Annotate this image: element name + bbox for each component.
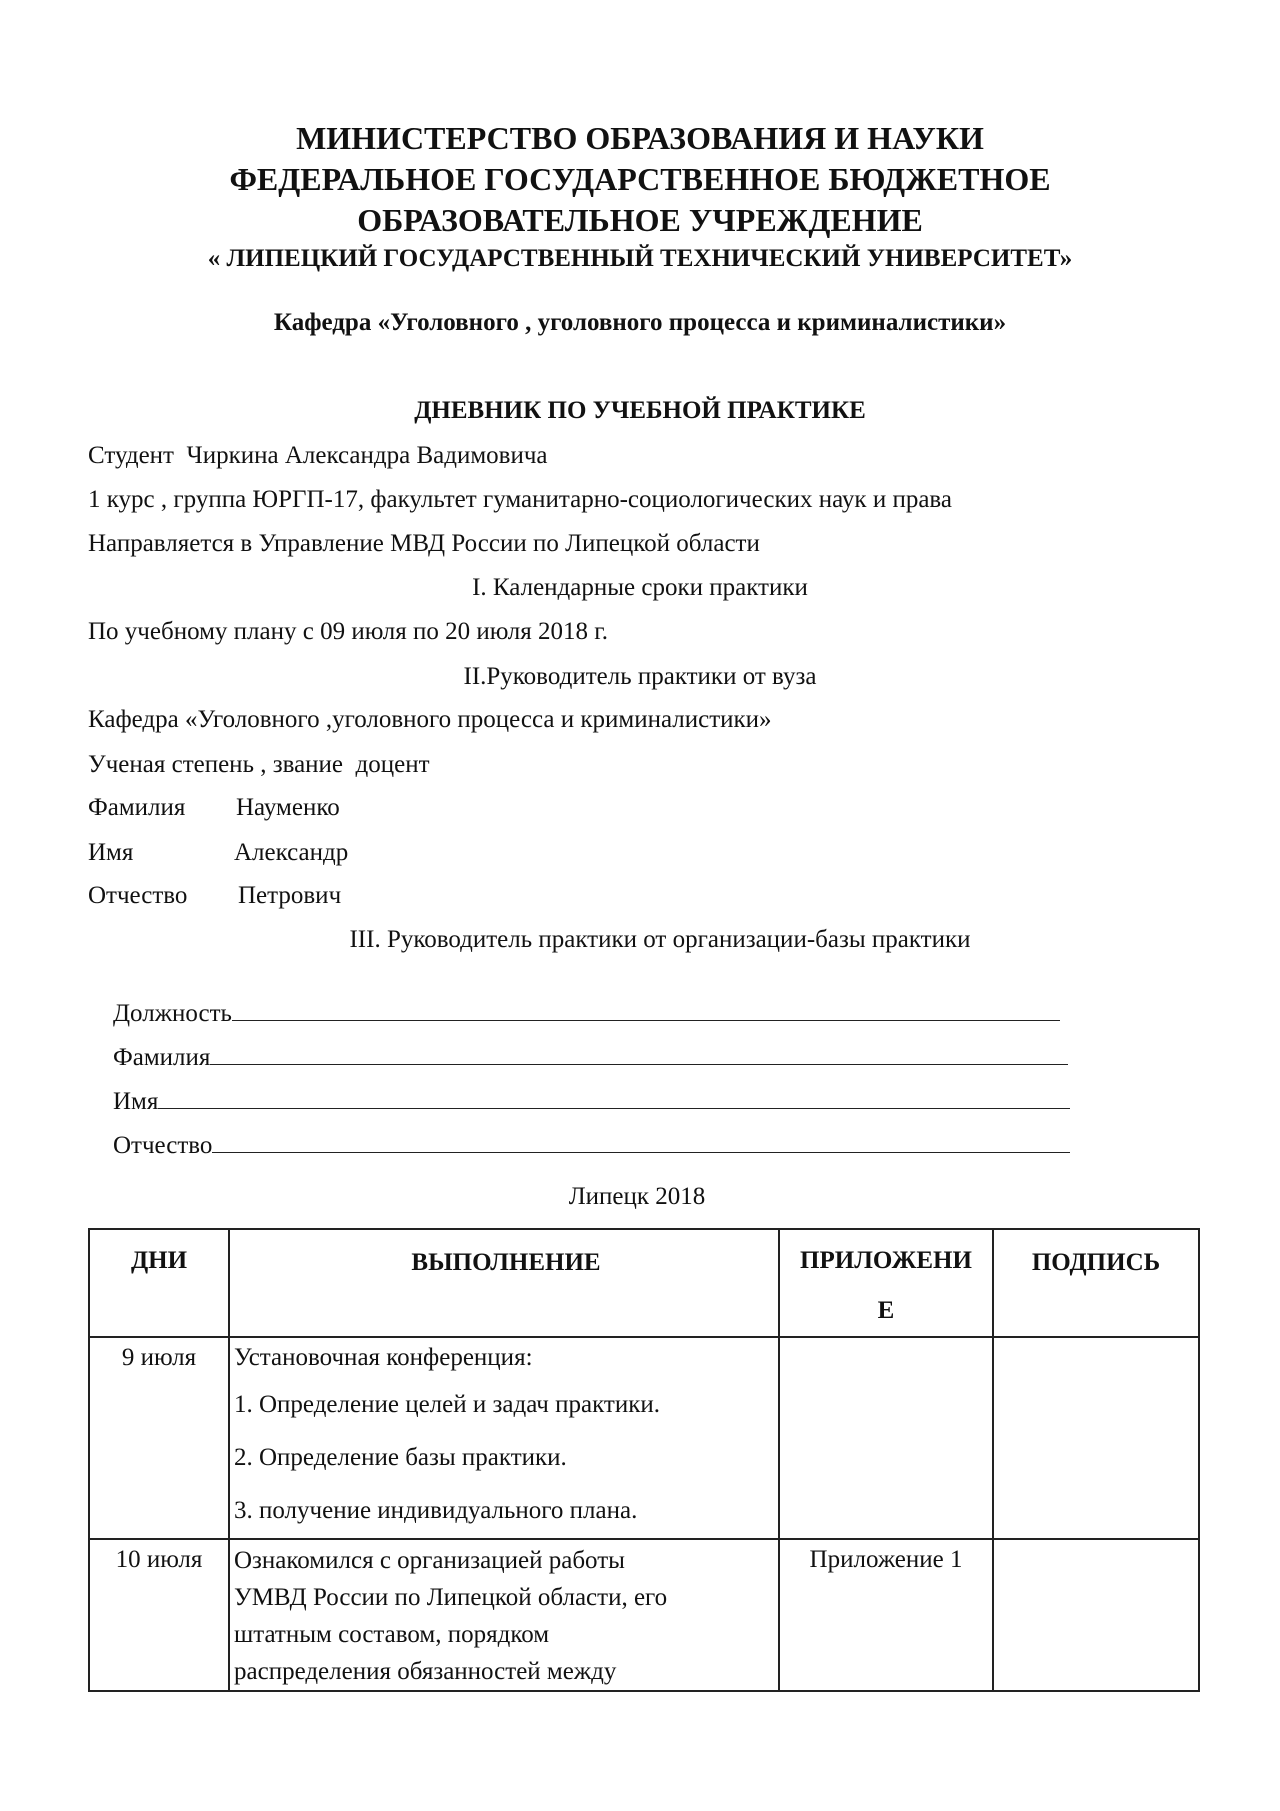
section2-name-value: Александр [234,839,349,866]
section2-name-label: Имя [88,839,134,866]
place-year [0,1183,1280,1211]
section2-surname-value: Науменко [236,794,340,821]
header-department: Кафедра «Уголовного , уголовного процесса и криминалистики» [273,309,1007,336]
row-day [89,1337,229,1539]
execution-line: УМВД России по Липецкой области, его [234,1584,668,1611]
table-row [89,1539,1199,1691]
header-line-federal: ФЕДЕРАЛЬНОЕ ГОСУДАРСТВЕННОЕ БЮДЖЕТНОЕ [229,161,1051,197]
execution-line: Установочная конференция: [234,1344,533,1371]
section2-heading: II.Руководитель практики от вуза [463,663,817,690]
section2-degree: Ученая степень , звание доцент [88,751,430,778]
row-signature[interactable] [993,1539,1199,1691]
table-row [89,1337,1199,1539]
row-execution [229,1337,779,1539]
patronymic-blank-line[interactable] [212,1130,1070,1153]
section2-department: Кафедра «Уголовного ,уголовного процесса и криминалистики» [88,706,772,733]
header-days-text: ДНИ [130,1247,188,1274]
header-line-ministry: МИНИСТЕРСТВО ОБРАЗОВАНИЯ И НАУКИ [296,120,984,156]
header-appendix-line1: ПРИЛОЖЕНИ [800,1247,972,1274]
section2-patronymic-label: Отчество [88,882,188,909]
field-label: Имя [113,1088,159,1115]
place-year-text: Липецк 2018 [568,1183,706,1210]
header-line-institution: ОБРАЗОВАТЕЛЬНОЕ УЧРЕЖДЕНИЕ [357,202,923,238]
execution-line: распределения обязанностей между [234,1658,617,1685]
destination-line: Направляется в Управление МВД России по Липецкой области [88,530,760,557]
section3-heading: III. Руководитель практики от организации-базы практики [349,926,971,953]
header-appendix [779,1229,993,1337]
row-appendix [779,1337,993,1539]
field-label: Отчество [113,1132,213,1159]
execution-line: штатным составом, порядком [234,1621,550,1648]
header-execution [229,1229,779,1337]
course-line: 1 курс , группа ЮРГП-17, факультет гуманитарно-социологических наук и права [88,486,952,513]
execution-line: 2. Определение базы практики. [234,1444,567,1471]
row-day-text: 10 июля [115,1546,203,1573]
section2-surname-label: Фамилия [88,794,186,821]
execution-line: 1. Определение целей и задач практики. [234,1391,660,1418]
row-day [89,1539,229,1691]
table-header-row [89,1229,1199,1337]
section3-field-patronymic [88,1102,1070,1188]
row-signature[interactable] [993,1337,1199,1539]
row-appendix-text: Приложение 1 [809,1546,963,1573]
execution-line: Ознакомился с организацией работы [234,1547,625,1574]
student-line: Студент Чиркина Александра Вадимовича [88,442,548,469]
field-label: Должность [113,1000,232,1027]
section1-dates: По учебному плану с 09 июля по 20 июля 2018 г. [88,618,608,645]
header-execution-text: ВЫПОЛНЕНИЕ [411,1249,601,1276]
section1-heading: I. Календарные сроки практики [472,574,808,601]
diary-table [88,1228,1200,1692]
header-signature [993,1229,1199,1337]
field-label: Фамилия [113,1044,211,1071]
row-day-text: 9 июля [121,1344,197,1371]
header-appendix-line2: Е [877,1297,895,1324]
row-execution [229,1539,779,1691]
row-appendix [779,1539,993,1691]
header-signature-text: ПОДПИСЬ [1031,1249,1161,1276]
header-line-university: « ЛИПЕЦКИЙ ГОСУДАРСТВЕННЫЙ ТЕХНИЧЕСКИЙ УНИВЕРСИТЕТ» [207,245,1073,272]
execution-line: 3. получение индивидуального плана. [234,1497,638,1524]
section2-patronymic-value: Петрович [238,882,342,909]
header-days [89,1229,229,1337]
page-title: ДНЕВНИК ПО УЧЕБНОЙ ПРАКТИКЕ [414,397,866,424]
